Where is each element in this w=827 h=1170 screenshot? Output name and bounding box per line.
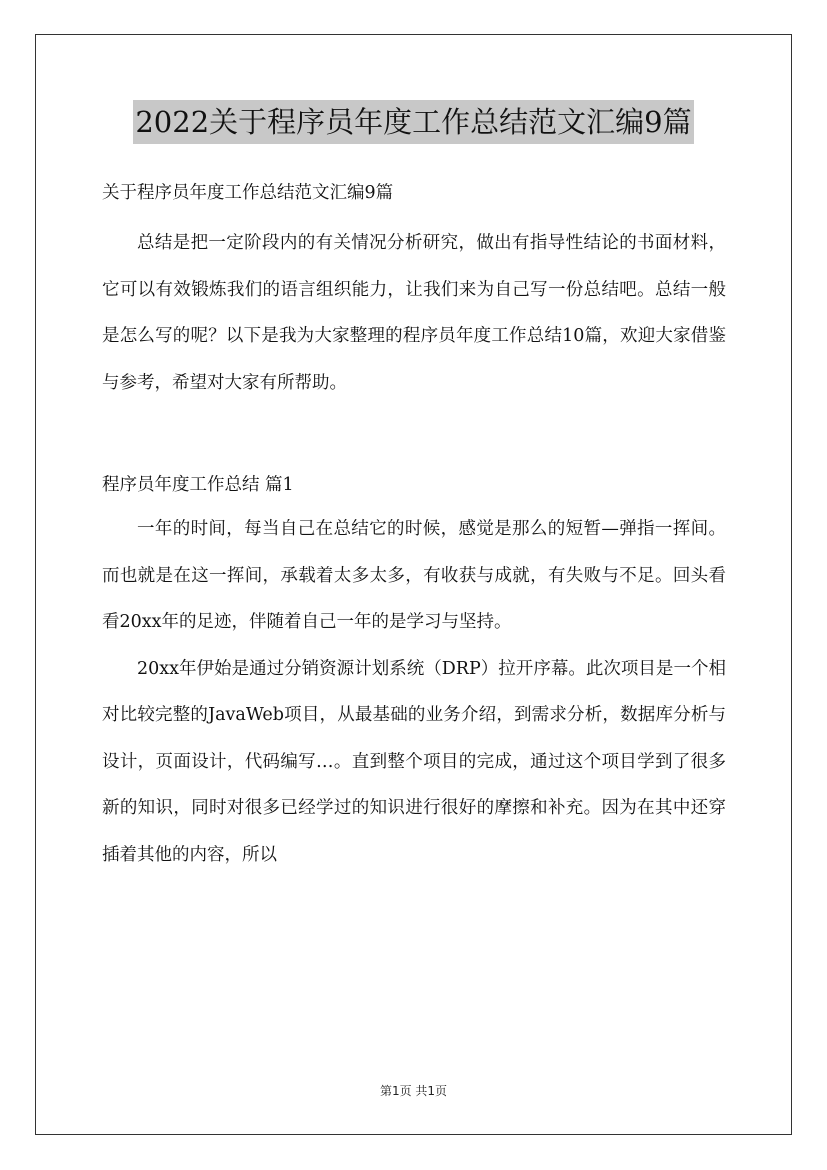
section-paragraph-1: 一年的时间，每当自己在总结它的时候，感觉是那么的短暂—弹指一挥间。而也就是在这一挥间，承载着太多太多，有收获与成就，有失败与不足。回头看看20xx年的足迹，伴随着自己一年的是学习与坚持。 bbox=[102, 519, 726, 632]
page-number: 第1页 共1页 bbox=[379, 1084, 448, 1098]
section-heading: 程序员年度工作总结 篇1 bbox=[102, 475, 294, 495]
document-subtitle: 关于程序员年度工作总结范文汇编9篇 bbox=[102, 183, 394, 203]
intro-paragraph: 总结是把一定阶段内的有关情况分析研究，做出有指导性结论的书面材料，它可以有效锻炼我们的语言组织能力，让我们来为自己写一份总结吧。总结一般是怎么写的呢？以下是我为大家整理的程序员年度工作总结10篇，欢迎大家借鉴与参考，希望对大家有所帮助。 bbox=[102, 233, 726, 393]
page-footer bbox=[0, 1082, 827, 1100]
title-container bbox=[0, 100, 827, 144]
section-paragraph-2: 20xx年伊始是通过分销资源计划系统（DRP）拉开序幕。此次项目是一个相对比较完整的JavaWeb项目，从最基础的业务介绍，到需求分析，数据库分析与设计，页面设计，代码编写…。直到整个项目的完成，通过这个项目学到了很多新的知识，同时对很多已经学过的知识进行很好的摩擦和补充。因为在其中还穿插着其他的内容，所以 bbox=[102, 658, 726, 865]
document-body bbox=[102, 172, 726, 878]
document-title: 2022关于程序员年度工作总结范文汇编9篇 bbox=[133, 100, 693, 144]
